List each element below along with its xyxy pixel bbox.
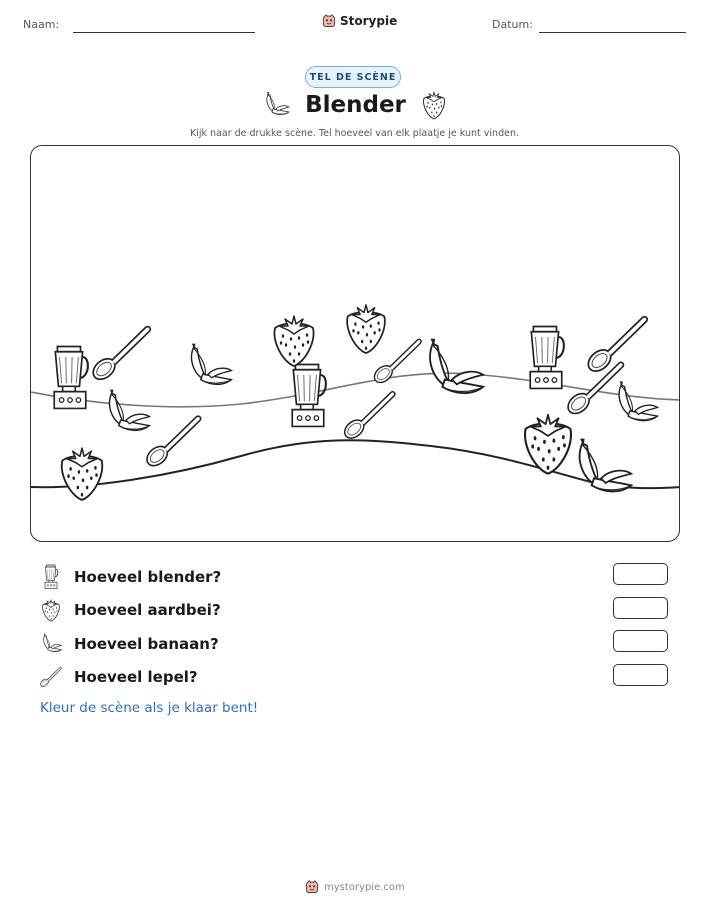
instructions: Kijk naar de drukke scène. Tel hoeveel van elk plaatje je kunt vinden. xyxy=(190,128,519,139)
date-line[interactable] xyxy=(539,32,686,33)
finish-note: Kleur de scène als je klaar bent! xyxy=(40,700,259,716)
activity-badge: TEL DE SCÈNE xyxy=(305,66,401,88)
answer-box-strawberry[interactable] xyxy=(613,597,668,619)
banana-3 xyxy=(430,339,483,393)
footer xyxy=(305,880,405,894)
question-row-strawberry xyxy=(38,594,678,628)
storypie-logo xyxy=(322,14,397,28)
answer-box-spoon[interactable] xyxy=(613,664,668,686)
scene-illustration xyxy=(31,146,680,542)
storypie-mascot-icon xyxy=(322,14,336,28)
title-row xyxy=(0,90,709,120)
name-label: Naam: xyxy=(23,18,60,31)
name-field[interactable] xyxy=(23,18,59,31)
blender-2 xyxy=(292,365,326,427)
page-title: Blender xyxy=(305,92,406,118)
question-label: Hoeveel lepel? xyxy=(74,668,198,687)
banana-2 xyxy=(110,390,150,431)
spoon-icon xyxy=(38,664,64,690)
answer-box-banana[interactable] xyxy=(613,630,668,652)
spoon-4 xyxy=(371,339,421,386)
date-field[interactable] xyxy=(492,18,533,31)
banana-icon xyxy=(38,631,64,657)
footer-site: mystorypie.com xyxy=(324,881,405,893)
count-questions xyxy=(38,560,678,694)
date-label: Datum: xyxy=(492,18,533,31)
spoon-1 xyxy=(89,327,150,384)
storypie-mascot-icon xyxy=(305,880,319,894)
question-label: Hoeveel blender? xyxy=(74,567,222,586)
strawberry-2 xyxy=(347,305,385,353)
brand-name: Storypie xyxy=(340,14,398,28)
question-row-spoon xyxy=(38,661,678,695)
banana-icon xyxy=(261,90,291,120)
question-row-blender xyxy=(38,560,678,594)
banana-4 xyxy=(580,439,632,492)
blender-1 xyxy=(54,347,88,409)
name-line[interactable] xyxy=(73,32,255,33)
strawberry-icon xyxy=(420,90,448,120)
blender-icon xyxy=(38,564,64,590)
answer-box-blender[interactable] xyxy=(613,563,668,585)
banana-5 xyxy=(619,381,657,420)
blender-3 xyxy=(530,327,564,389)
counting-scene[interactable] xyxy=(30,145,680,542)
strawberry-icon xyxy=(38,597,64,623)
strawberry-4 xyxy=(62,448,102,500)
spoon-2 xyxy=(143,416,200,469)
question-label: Hoeveel banaan? xyxy=(74,634,219,653)
question-row-banana xyxy=(38,627,678,661)
question-label: Hoeveel aardbei? xyxy=(74,601,221,620)
strawberry-1 xyxy=(274,316,313,366)
spoon-3 xyxy=(341,392,395,442)
banana-1 xyxy=(192,344,232,385)
